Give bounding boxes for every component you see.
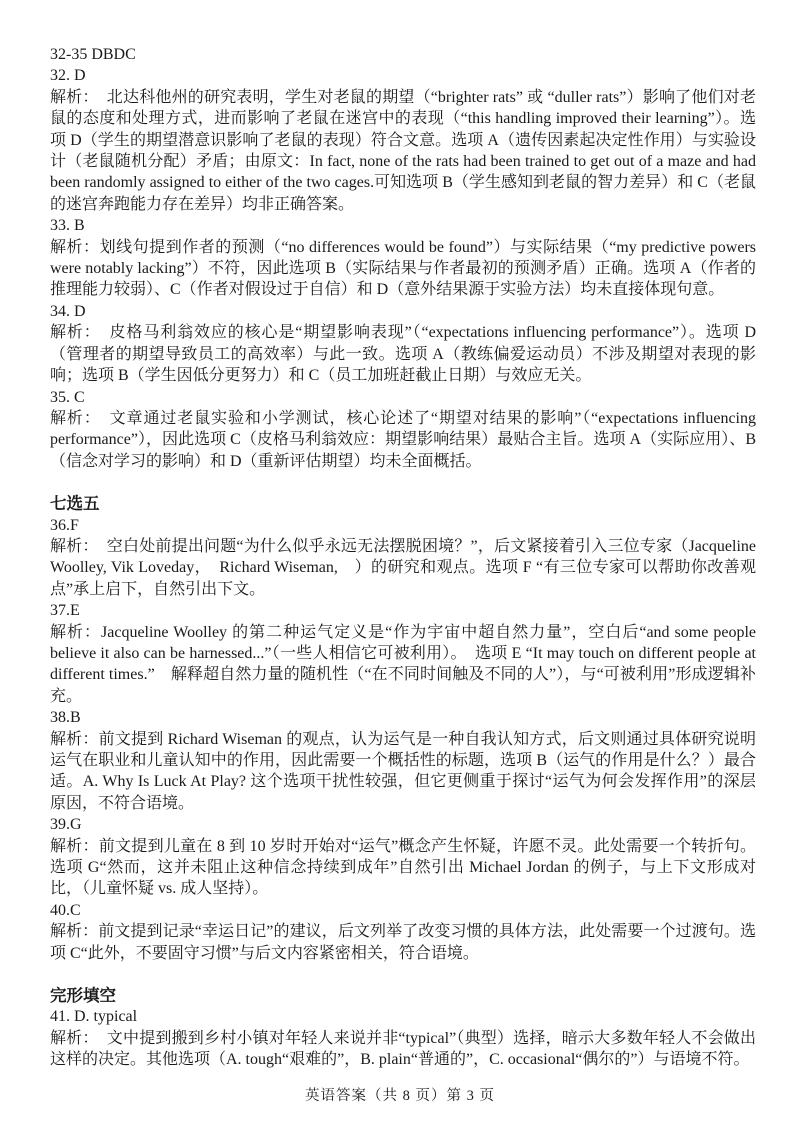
page-footer-text: 英语答案（共 8 页）第 3 页 (305, 1088, 495, 1104)
question-number-40: 40.C (50, 901, 81, 919)
question-number-41: 41. D. typical (50, 1008, 138, 1026)
analysis-41: 解析： 文中提到搬到乡村小镇对年轻人来说并非“typical”（典型）选择，暗示大多数年轻人不会做出这样的决定。其他选项（A. tough“艰难的”，B. plain“普通的”，C. occasional“偶尔的”）与语境不符。 (50, 1029, 756, 1069)
analysis-38: 解析：前文提到 Richard Wiseman 的观点，认为运气是一种自我认知方式，后文则通过具体研究说明运气在职业和儿童认知中的作用，因此需要一个概括性的标题，选项 B（运气的作用是什么？）最合适。A. Why Is Luck At Play? 这个选项干扰性较强，但它更侧重于探讨“运气为何会发挥作用”的深层原因，不符合语境。 (50, 730, 756, 812)
analysis-33: 解析：划线句提到作者的预测（“no differences would be found”）与实际结果（“my predictive powers were notably lacking”）不符，因此选项 B（实际结果与作者最初的预测矛盾）正确。选项 A（作者的推理能力较弱）、C（作者对假设过于自信）和 D（意外结果源于实验方法）均未直接体现句意。 (50, 238, 760, 299)
analysis-36: 解析： 空白处前提出问题“为什么似乎永远无法摆脱困境？”，后文紧接着引入三位专家（Jacqueline Woolley, Vik Loveday， Richard Wiseman, ）的研究和观点。选项 F “有三位专家可以帮助你改善观点”承上启下，自然引出下文。 (50, 537, 760, 598)
analysis-34: 解析： 皮格马利翁效应的核心是“期望影响表现”（“expectations influencing performance”）。选项 D（管理者的期望导致员工的高效率）与此一致。选项 A（教练偏爱运动员）不涉及期望对表现的影响；选项 B（学生因低分更努力）和 C（员工加班赶截止日期）与效应无关。 (50, 324, 756, 385)
analysis-40: 解析：前文提到记录“幸运日记”的建议，后文列举了改变习惯的具体方法，此处需要一个过渡句。选项 C“此外，不要固守习惯”与后文内容紧密相关，符合语境。 (50, 923, 756, 962)
analysis-39: 解析：前文提到儿童在 8 到 10 岁时开始对“运气”概念产生怀疑，许愿不灵。此处需要一个转折句。选项 G“然而，这并未阻止这种信念持续到成年”自然引出 Michael Jordan 的例子，与上下文形成对比，（儿童怀疑 vs. 成人坚持）。 (50, 837, 756, 898)
question-number-34: 34. D (50, 302, 86, 320)
answer-item-39 (50, 814, 756, 900)
question-number-35: 35. C (50, 388, 85, 406)
analysis-32: 解析： 北达科他州的研究表明，学生对老鼠的期望（“brighter rats” 或 “duller rats”）影响了他们对老鼠的态度和处理方式，进而影响了老鼠在迷宫中的表现（“this handling improved their learning”）。选项 D（学生的期望潜意识影响了老鼠的表现）符合文意。选项 A（遗传因素起决定性作用）与实验设计（老鼠随机分配）矛盾；由原文：In fact, none of the rats had been trained to get out of a maze and had been randomly assigned to either of the two cages.可知选项 B（学生感知到老鼠的智力差异）和 C（老鼠的迷宫奔跑能力存在差异）均非正确答案。 (50, 88, 760, 213)
page-footer (0, 1084, 800, 1105)
question-number-37: 37.E (50, 602, 80, 620)
answer-item-34 (50, 301, 756, 387)
question-number-33: 33. B (50, 217, 85, 235)
answer-item-41 (50, 1006, 756, 1070)
answer-item-40 (50, 900, 756, 964)
answer-item-36 (50, 515, 760, 601)
question-number-39: 39.G (50, 816, 82, 834)
question-number-36: 36.F (50, 516, 79, 534)
section-title-seven-choose-five: 七选五 (50, 494, 100, 514)
answer-item-35 (50, 387, 760, 473)
answer-key-content (50, 44, 760, 1071)
answer-item-37 (50, 600, 760, 707)
answer-summary-32-35: 32-35 DBDC (50, 46, 136, 63)
question-number-32: 32. D (50, 67, 86, 85)
analysis-37: 解析：Jacqueline Woolley 的第二种运气定义是“作为宇宙中超自然力量”，空白后“and some people believe it also can be harnessed...”（一些人相信它可被利用）。 选项 E “It may touch on different people at different times.” 解释超自然力量的随机性（“在不同时间触及不同的人”），与“可被利用”形成逻辑补充。 (50, 623, 760, 705)
answer-item-32 (50, 65, 760, 215)
section-title-cloze: 完形填空 (50, 986, 116, 1006)
analysis-35: 解析： 文章通过老鼠实验和小学测试，核心论述了“期望对结果的影响”（“expectations influencing performance”），因此选项 C（皮格马利翁效应：期望影响结果）最贴合主旨。选项 A（实际应用）、B（信念对学习的影响）和 D（重新评估期望）均未全面概括。 (50, 409, 760, 470)
question-number-38: 38.B (50, 709, 81, 727)
answer-item-38 (50, 707, 756, 814)
answer-item-33 (50, 215, 760, 301)
